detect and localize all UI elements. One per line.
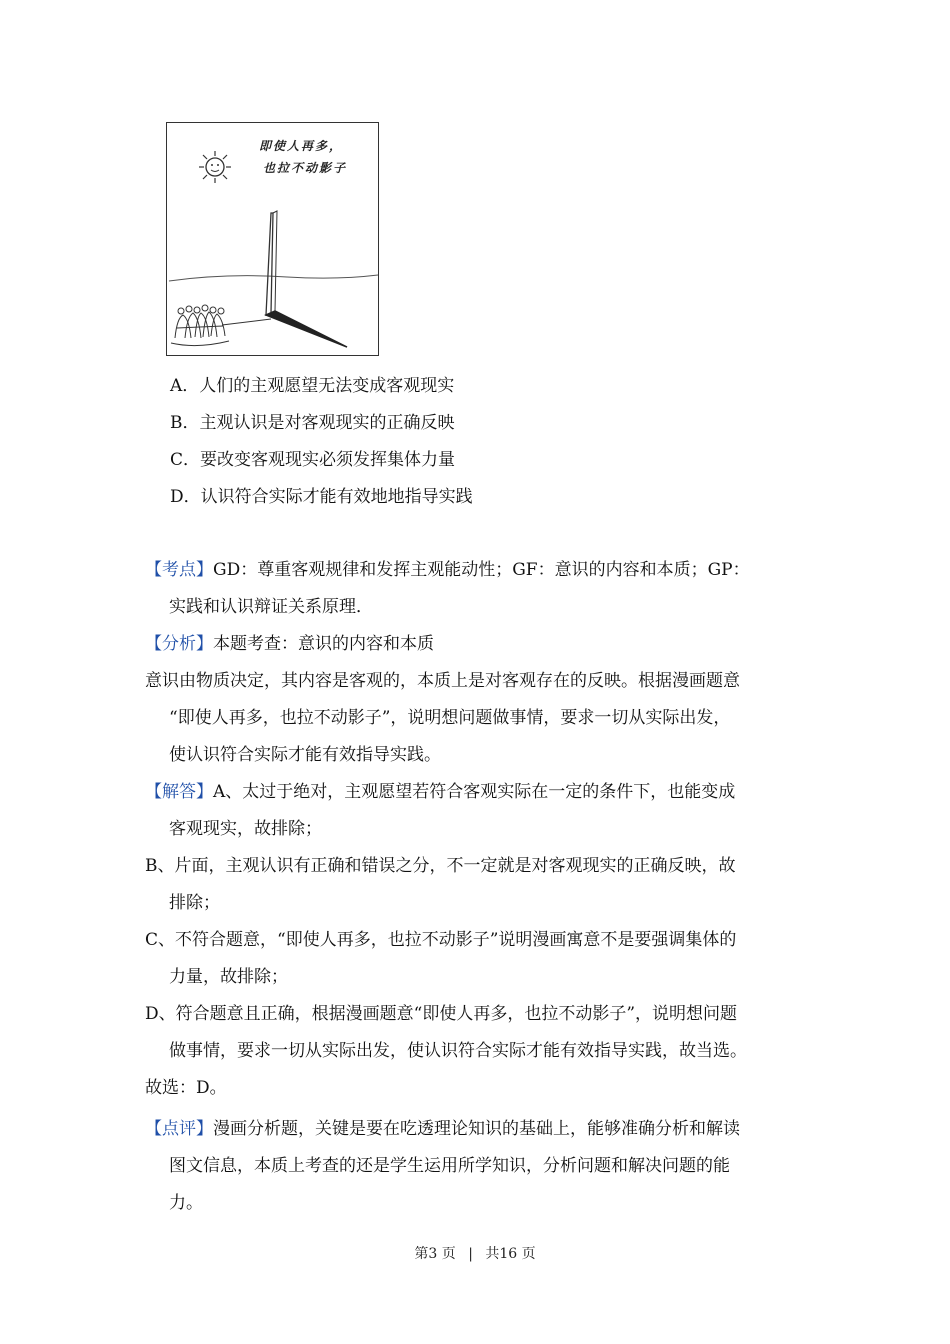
- sun-icon: [199, 151, 231, 183]
- dianping-line2: 图文信息，本质上考查的还是学生运用所学知识，分析问题和解决问题的能: [169, 1156, 730, 1176]
- fenxi-text1: 本题考查：意识的内容和本质: [213, 634, 434, 654]
- fenxi-line2: 意识由物质决定，其内容是客观的，本质上是对客观存在的反映。根据漫画题意: [145, 671, 740, 691]
- jieda-tag: 【解答】: [145, 782, 213, 802]
- jieda-d-line2: 做事情，要求一切从实际出发，使认识符合实际才能有效指导实践，故当选。: [169, 1041, 747, 1061]
- fenxi-line1: [145, 626, 813, 663]
- footer-separator: |: [468, 1246, 473, 1262]
- jieda-c-line2: 力量，故排除；: [169, 967, 288, 987]
- cartoon-caption-line2: 也拉不动影子: [263, 161, 348, 175]
- total-pages: 共16 页: [485, 1246, 536, 1262]
- jieda-a-line1: [145, 774, 813, 811]
- kaodian-section: [145, 552, 813, 626]
- dianping-tag: 【点评】: [145, 1119, 213, 1139]
- jieda-b-line2: 排除；: [169, 893, 220, 913]
- jieda-c-line1: C、不符合题意，“即使人再多，也拉不动影子”说明漫画寓意不是要强调集体的: [145, 930, 737, 950]
- option-a-letter: A．: [170, 376, 200, 396]
- option-d-letter: D．: [170, 487, 201, 507]
- jieda-answer: 故选：D。: [145, 1078, 227, 1098]
- option-d: [170, 482, 473, 507]
- kaodian-line2: 实践和认识辩证关系原理．: [169, 597, 373, 617]
- cartoon-illustration: [166, 122, 379, 356]
- dianping-line3: 力。: [169, 1193, 203, 1213]
- option-d-text: 认识符合实际才能有效地地指导实践: [200, 487, 473, 507]
- page-number: 第3 页: [414, 1246, 456, 1262]
- kaodian-line1: [145, 560, 750, 580]
- jieda-d-line1: D、符合题意且正确，根据漫画题意“即使人再多，也拉不动影子”，说明想问题: [145, 1004, 738, 1024]
- option-a-text: 人们的主观愿望无法变成客观现实: [199, 376, 455, 396]
- jieda-a-text1: A、太过于绝对，主观愿望若符合客观实际在一定的条件下，也能变成: [213, 782, 736, 802]
- dianping-text1: 漫画分析题，关键是要在吃透理论知识的基础上，能够准确分析和解读: [213, 1119, 740, 1139]
- jieda-a-line2: 客观现实，故排除；: [169, 819, 322, 839]
- dianping-section: [145, 1111, 813, 1222]
- option-c-letter: C．: [170, 450, 201, 470]
- kaodian-text1: GD：尊重客观规律和发挥主观能动性；GF：意识的内容和本质；GP：: [213, 560, 750, 580]
- dianping-line1: [145, 1111, 813, 1148]
- fenxi-tag: 【分析】: [145, 634, 213, 654]
- option-a: [170, 371, 454, 396]
- fenxi-line4: 使认识符合实际才能有效指导实践。: [169, 745, 441, 765]
- option-b: [170, 408, 455, 433]
- jieda-b-line1: B、片面，主观认识有正确和错误之分，不一定就是对客观现实的正确反映，故: [145, 856, 736, 876]
- option-c-text: 要改变客观现实必须发挥集体力量: [200, 450, 456, 470]
- fenxi-line3: “即使人再多，也拉不动影子”，说明想问题做事情，要求一切从实际出发，: [169, 708, 731, 728]
- cartoon-caption-line1: 即使人再多，: [259, 139, 344, 153]
- option-b-letter: B．: [170, 413, 200, 433]
- jieda-section: [145, 774, 813, 1107]
- kaodian-tag: 【考点】: [145, 560, 213, 580]
- option-c: [170, 445, 455, 470]
- option-b-text: 主观认识是对客观现实的正确反映: [199, 413, 455, 433]
- page-footer: [0, 1243, 950, 1263]
- fenxi-section: [145, 626, 813, 774]
